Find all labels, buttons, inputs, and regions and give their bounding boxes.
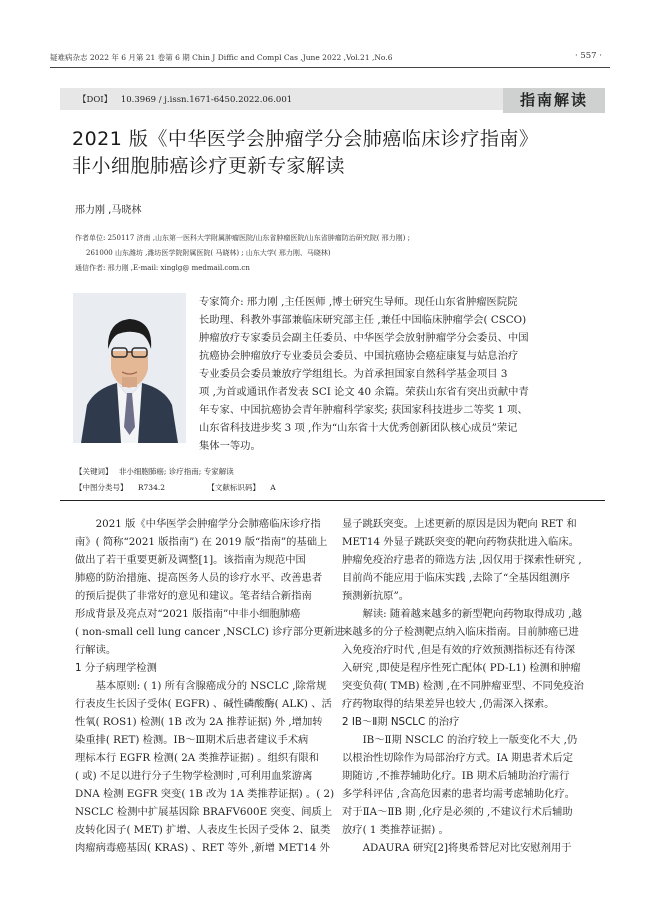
- bio-line: 长助理、科教外事部兼临床研究部主任 ,兼任中国临床肿瘤学会( CSCO): [199, 314, 527, 326]
- doi-label: 【DOI】: [78, 95, 113, 105]
- article-title-line-2: 非小细胞肺癌诊疗更新专家解读: [72, 155, 346, 177]
- body-line: ( non-small cell lung cancer ,NSCLC) 诊疗部分更新进: [75, 626, 345, 638]
- body-line: 入研究 ,即使是程序性死亡配体( PD-L1) 检测和肿瘤: [342, 662, 581, 674]
- body-line: 肺癌的防治措施、提高医务人员的诊疗水平、改善患者: [75, 572, 323, 584]
- code-label: 【文献标识码】: [207, 483, 260, 492]
- affiliation-line-1: 作者单位: 250117 济南 ,山东第一医科大学附属肿瘤医院/山东省肿瘤医院/山东省肿瘤防治研究院( 邢力刚) ;: [75, 234, 410, 242]
- doi-line: [78, 93, 292, 105]
- bio-line: 年专家、中国抗癌协会青年肿瘤科学家奖; 获国家科技进步二等奖 1 项、: [199, 404, 528, 416]
- body-line: 南》( 简称“2021 版指南”) 在 2019 版“指南”的基础上: [75, 536, 328, 548]
- section-heading-2: 2 ⅠB～Ⅱ期 NSCLC 的治疗: [342, 716, 460, 728]
- body-line: 疗药物取得的结果差异也较大 ,仍需深入探索。: [342, 698, 555, 710]
- keywords: [75, 466, 234, 477]
- bio-line: 抗癌协会肿瘤放疗专业委员会委员、中国抗癌协会癌症康复与姑息治疗: [199, 350, 519, 362]
- body-line: 突变负荷( TMB) 检测 ,在不同肿瘤亚型、不同免疫治: [342, 680, 584, 692]
- body-line: 做出了若干重要更新及调整[1]。该指南为规范中国: [75, 554, 306, 566]
- body-line: 解读: 随着越来越多的新型靶向药物取得成功 ,越: [342, 608, 582, 620]
- doi-value: 10.3969 / j.issn.1671-6450.2022.06.001: [120, 95, 293, 105]
- header-rule: [50, 67, 610, 68]
- corresponding-author: 通信作者: 邢力刚 ,E-mail: xinglg@ medmail.com.cn: [75, 264, 250, 272]
- bio-line: 集体一等功。: [199, 440, 261, 452]
- body-line: 预测新抗原”。: [342, 590, 410, 602]
- body-line: 目前尚不能应用于临床实践 ,去除了“全基因组测序: [342, 572, 571, 584]
- body-line: 入免疫治疗时代 ,但是有效的疗效预测指标还有待深: [342, 644, 576, 656]
- body-line: 肉瘤病毒癌基因( KRAS) 、RET 等外 ,新增 MET14 外: [75, 842, 330, 854]
- body-line: NSCLC 检测中扩展基因除 BRAFV600E 突变、间质上: [75, 806, 333, 818]
- body-line: 显子跳跃突变。上述更新的原因是因为靶向 RET 和: [342, 518, 577, 530]
- body-line: 行表皮生长因子受体( EGFR) 、碱性磷酸酶( ALK) 、活: [75, 698, 332, 710]
- body-line: 行解读。: [75, 644, 117, 656]
- body-line: ⅠB～Ⅱ期 NSCLC 的治疗较上一版变化不大 ,仍: [342, 734, 578, 746]
- classification: [75, 482, 276, 493]
- body-line: 理标本行 EGFR 检测( 2A 类推荐证据) 。组织有限和: [75, 752, 320, 764]
- author-photo: [73, 293, 186, 443]
- body-line: ( 或) 不足以进行分子生物学检测时 ,可利用血浆游离: [75, 770, 313, 782]
- body-line: DNA 检测 EGFR 突变( 1B 改为 1A 类推荐证据) 。( 2): [75, 788, 335, 800]
- bio-line: 肿瘤放疗专家委员会副主任委员、中华医学会放射肿瘤学分会委员、中国: [199, 332, 529, 344]
- bio-line: 专家简介: 邢力刚 ,主任医师 ,博士研究生导师。现任山东省肿瘤医院院: [199, 296, 518, 308]
- body-line: 对于ⅡA～ⅡB 期 ,化疗是必须的 ,不建议行术后辅助: [342, 806, 573, 818]
- body-line: MET14 外显子跳跃突变的靶向药物获批进入临床。: [342, 536, 579, 548]
- body-line: 的预后提供了非常好的意见和建议。笔者结合新指南: [75, 590, 312, 602]
- author-portrait-icon: [73, 293, 186, 443]
- running-head: 疑难病杂志 2022 年 6 月第 21 卷第 6 期 Chin J Diffic and Compl Cas ,June 2022 ,Vol.21 ,No.6: [50, 53, 393, 62]
- category-tag: 指南解读: [503, 88, 605, 113]
- article-title-line-1: 2021 版《中华医学会肿瘤学分会肺癌临床诊疗指南》: [72, 128, 539, 150]
- body-line: 基本原则: ( 1) 所有含腺癌成分的 NSCLC ,除常规: [75, 680, 327, 692]
- bio-line: 山东省科技进步奖 3 项 ,作为“山东省十大优秀创新团队核心成员”荣记: [199, 422, 518, 434]
- keywords-value: 非小细胞肺癌; 诊疗指南; 专家解读: [118, 467, 234, 476]
- page-number: · 557 ·: [574, 51, 602, 61]
- body-line: 放疗( 1 类推荐证据) 。: [342, 824, 449, 836]
- keywords-label: 【关键词】: [75, 467, 113, 476]
- body-line: 2021 版《中华医学会肿瘤学分会肺癌临床诊疗指: [75, 518, 321, 530]
- bio-line: 专业委员会委员兼放疗学组组长。为首承担国家自然科学基金项目 3: [199, 368, 508, 380]
- body-line: 性氧( ROS1) 检测( 1B 改为 2A 推荐证据) 外 ,增加转: [75, 716, 323, 728]
- bio-line: 项 ,为首或通讯作者发表 SCI 论文 40 余篇。荣获山东省有突出贡献中青: [199, 386, 529, 398]
- body-line: ADAURA 研究[2]将奥希替尼对比安慰剂用于: [342, 842, 572, 854]
- clc-label: 【中图分类号】: [75, 483, 128, 492]
- body-line: 肿瘤免疫治疗患者的筛选方法 ,因仅用于探索性研究 ,: [342, 554, 582, 566]
- body-line: 染重排( RET) 检测。ⅠB～Ⅲ期术后患者建议手术病: [75, 734, 309, 746]
- authors: 邢力刚 ,马晓林: [75, 205, 142, 216]
- body-line: 皮转化因子( MET) 扩增、人表皮生长因子受体 2、鼠类: [75, 824, 331, 836]
- body-line: 多学科评估 ,含高危因素的患者均需考虑辅助化疗。: [342, 788, 576, 800]
- body-line: 形成背景及亮点对“2021 版指南”中非小细胞肺癌: [75, 608, 301, 620]
- clc-value: R734.2: [137, 483, 166, 492]
- section-heading-1: 1 分子病理学检测: [75, 662, 157, 674]
- affiliation-line-2: 261000 山东潍坊 ,潍坊医学院附属医院( 马晓林) ; 山东大学( 邢力刚、马晓林): [86, 249, 331, 257]
- body-line: 来越多的分子检测靶点纳入临床指南。目前肺癌已进: [342, 626, 579, 638]
- code-value: A: [270, 483, 276, 492]
- body-line: 期随访 ,不推荐辅助化疗。ⅠB 期术后辅助治疗需行: [342, 770, 570, 782]
- body-line: 以根治性切除作为局部治疗方式。ⅠA 期患者术后定: [342, 752, 574, 764]
- abstract-separator: [60, 500, 605, 501]
